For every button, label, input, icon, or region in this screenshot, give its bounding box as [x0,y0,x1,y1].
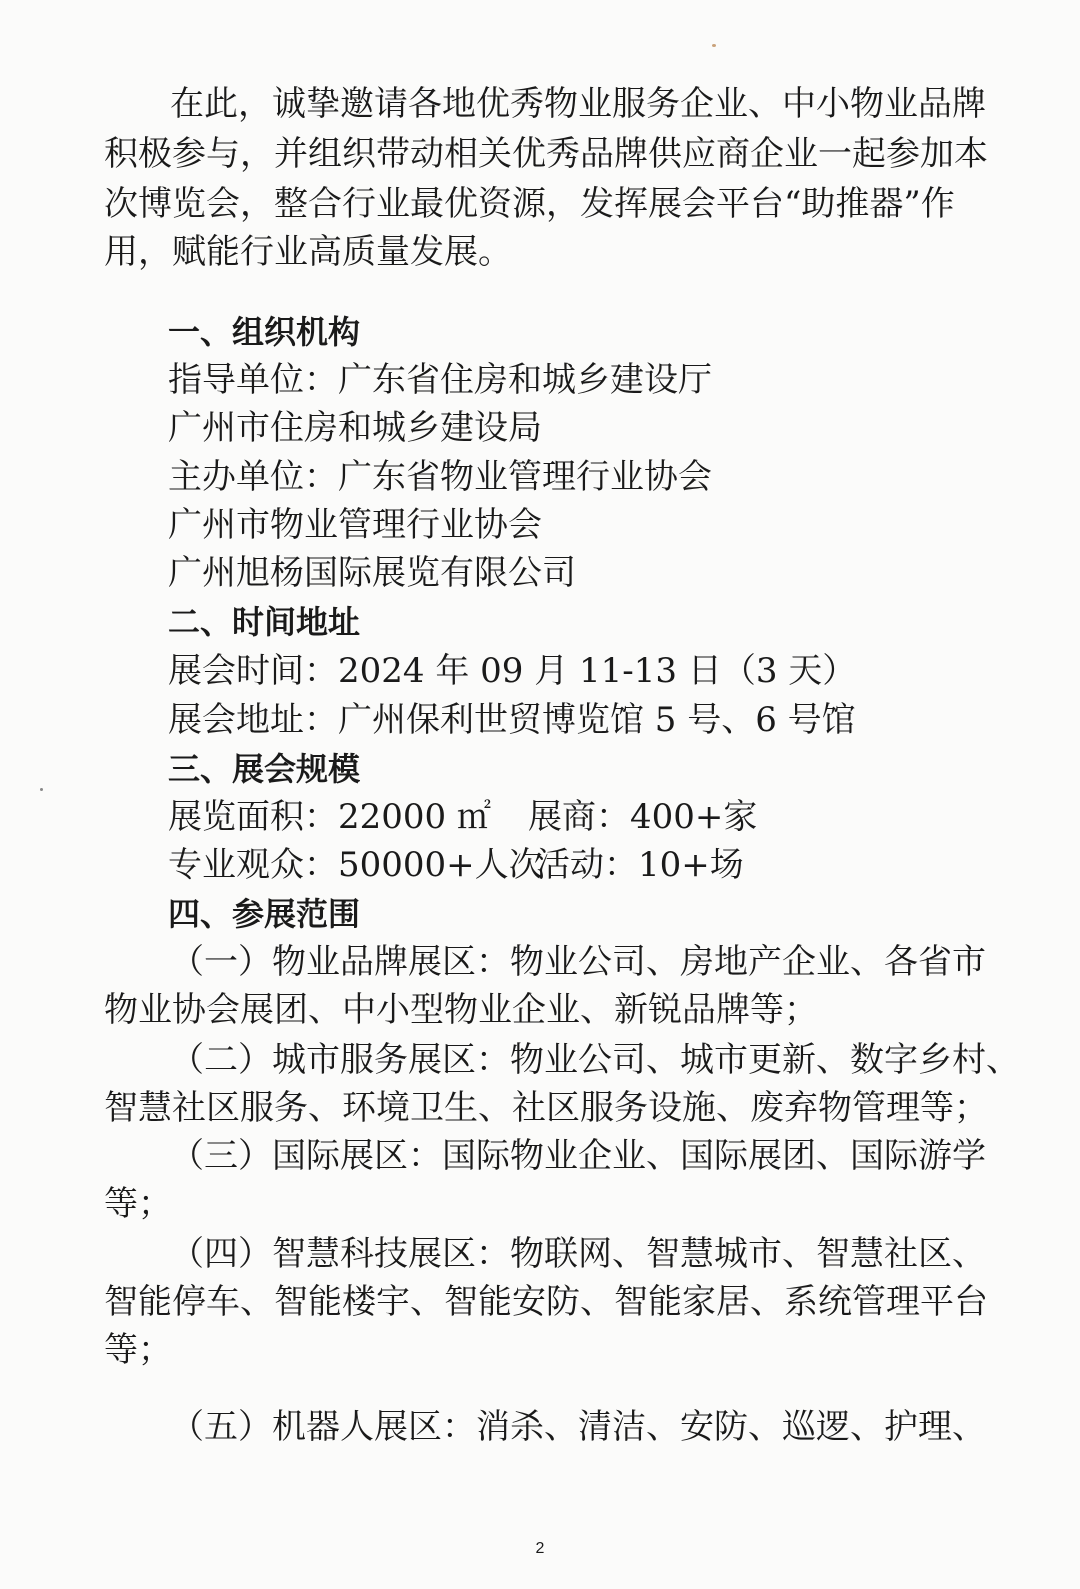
scope-item-1-line-1: （一）物业品牌展区：物业公司、房地产企业、各省市 [170,942,986,982]
intro-line-2: 积极参与，并组织带动相关优秀品牌供应商企业一起参加本 [104,134,988,174]
scan-speck [712,44,716,47]
scope-item-4-line-3: 等； [104,1330,172,1370]
activity-count: 活动：10+场 [536,845,744,885]
host-unit: 主办单位：广东省物业管理行业协会 [168,457,712,497]
host-unit-3: 广州旭杨国际展览有限公司 [168,553,576,593]
scope-item-5-line-1: （五）机器人展区：消杀、清洁、安防、巡逻、护理、 [170,1407,986,1447]
guide-unit: 指导单位：广东省住房和城乡建设厅 [168,360,712,400]
guide-unit-2: 广州市住房和城乡建设局 [168,408,542,448]
host-unit-2: 广州市物业管理行业协会 [168,505,542,545]
section-heading-organization: 一、组织机构 [168,313,361,351]
scope-item-2-line-2: 智慧社区服务、环境卫生、社区服务设施、废弃物管理等； [104,1088,988,1128]
intro-line-4: 用，赋能行业高质量发展。 [104,232,512,272]
intro-line-3: 次博览会，整合行业最优资源，发挥展会平台“助推器”作 [104,184,955,224]
section-heading-time-address: 二、时间地址 [168,603,361,641]
exhibition-area: 展览面积：22000 ㎡ [168,797,491,837]
visitor-count: 专业观众：50000+人次 [168,845,543,885]
page-number: 2 [535,1540,545,1557]
scope-item-4-line-1: （四）智慧科技展区：物联网、智慧城市、智慧社区、 [170,1234,986,1274]
scan-speck [40,788,43,791]
scope-item-2-line-1: （二）城市服务展区：物业公司、城市更新、数字乡村、 [170,1040,1020,1080]
scope-item-3-line-2: 等； [104,1184,172,1224]
exhibitor-count: 展商：400+家 [528,797,758,837]
section-heading-scope: 四、参展范围 [168,895,361,933]
exhibition-address: 展会地址：广州保利世贸博览馆 5 号、6 号馆 [168,700,856,740]
scope-item-4-line-2: 智能停车、智能楼宇、智能安防、智能家居、系统管理平台 [104,1282,988,1322]
scope-item-1-line-2: 物业协会展团、中小型物业企业、新锐品牌等； [104,990,818,1030]
exhibition-time: 展会时间：2024 年 09 月 11-13 日（3 天） [168,651,857,691]
scope-item-3-line-1: （三）国际展区：国际物业企业、国际展团、国际游学 [170,1136,986,1176]
intro-line-1: 在此，诚挚邀请各地优秀物业服务企业、中小物业品牌 [170,84,986,124]
section-heading-scale: 三、展会规模 [168,750,361,788]
